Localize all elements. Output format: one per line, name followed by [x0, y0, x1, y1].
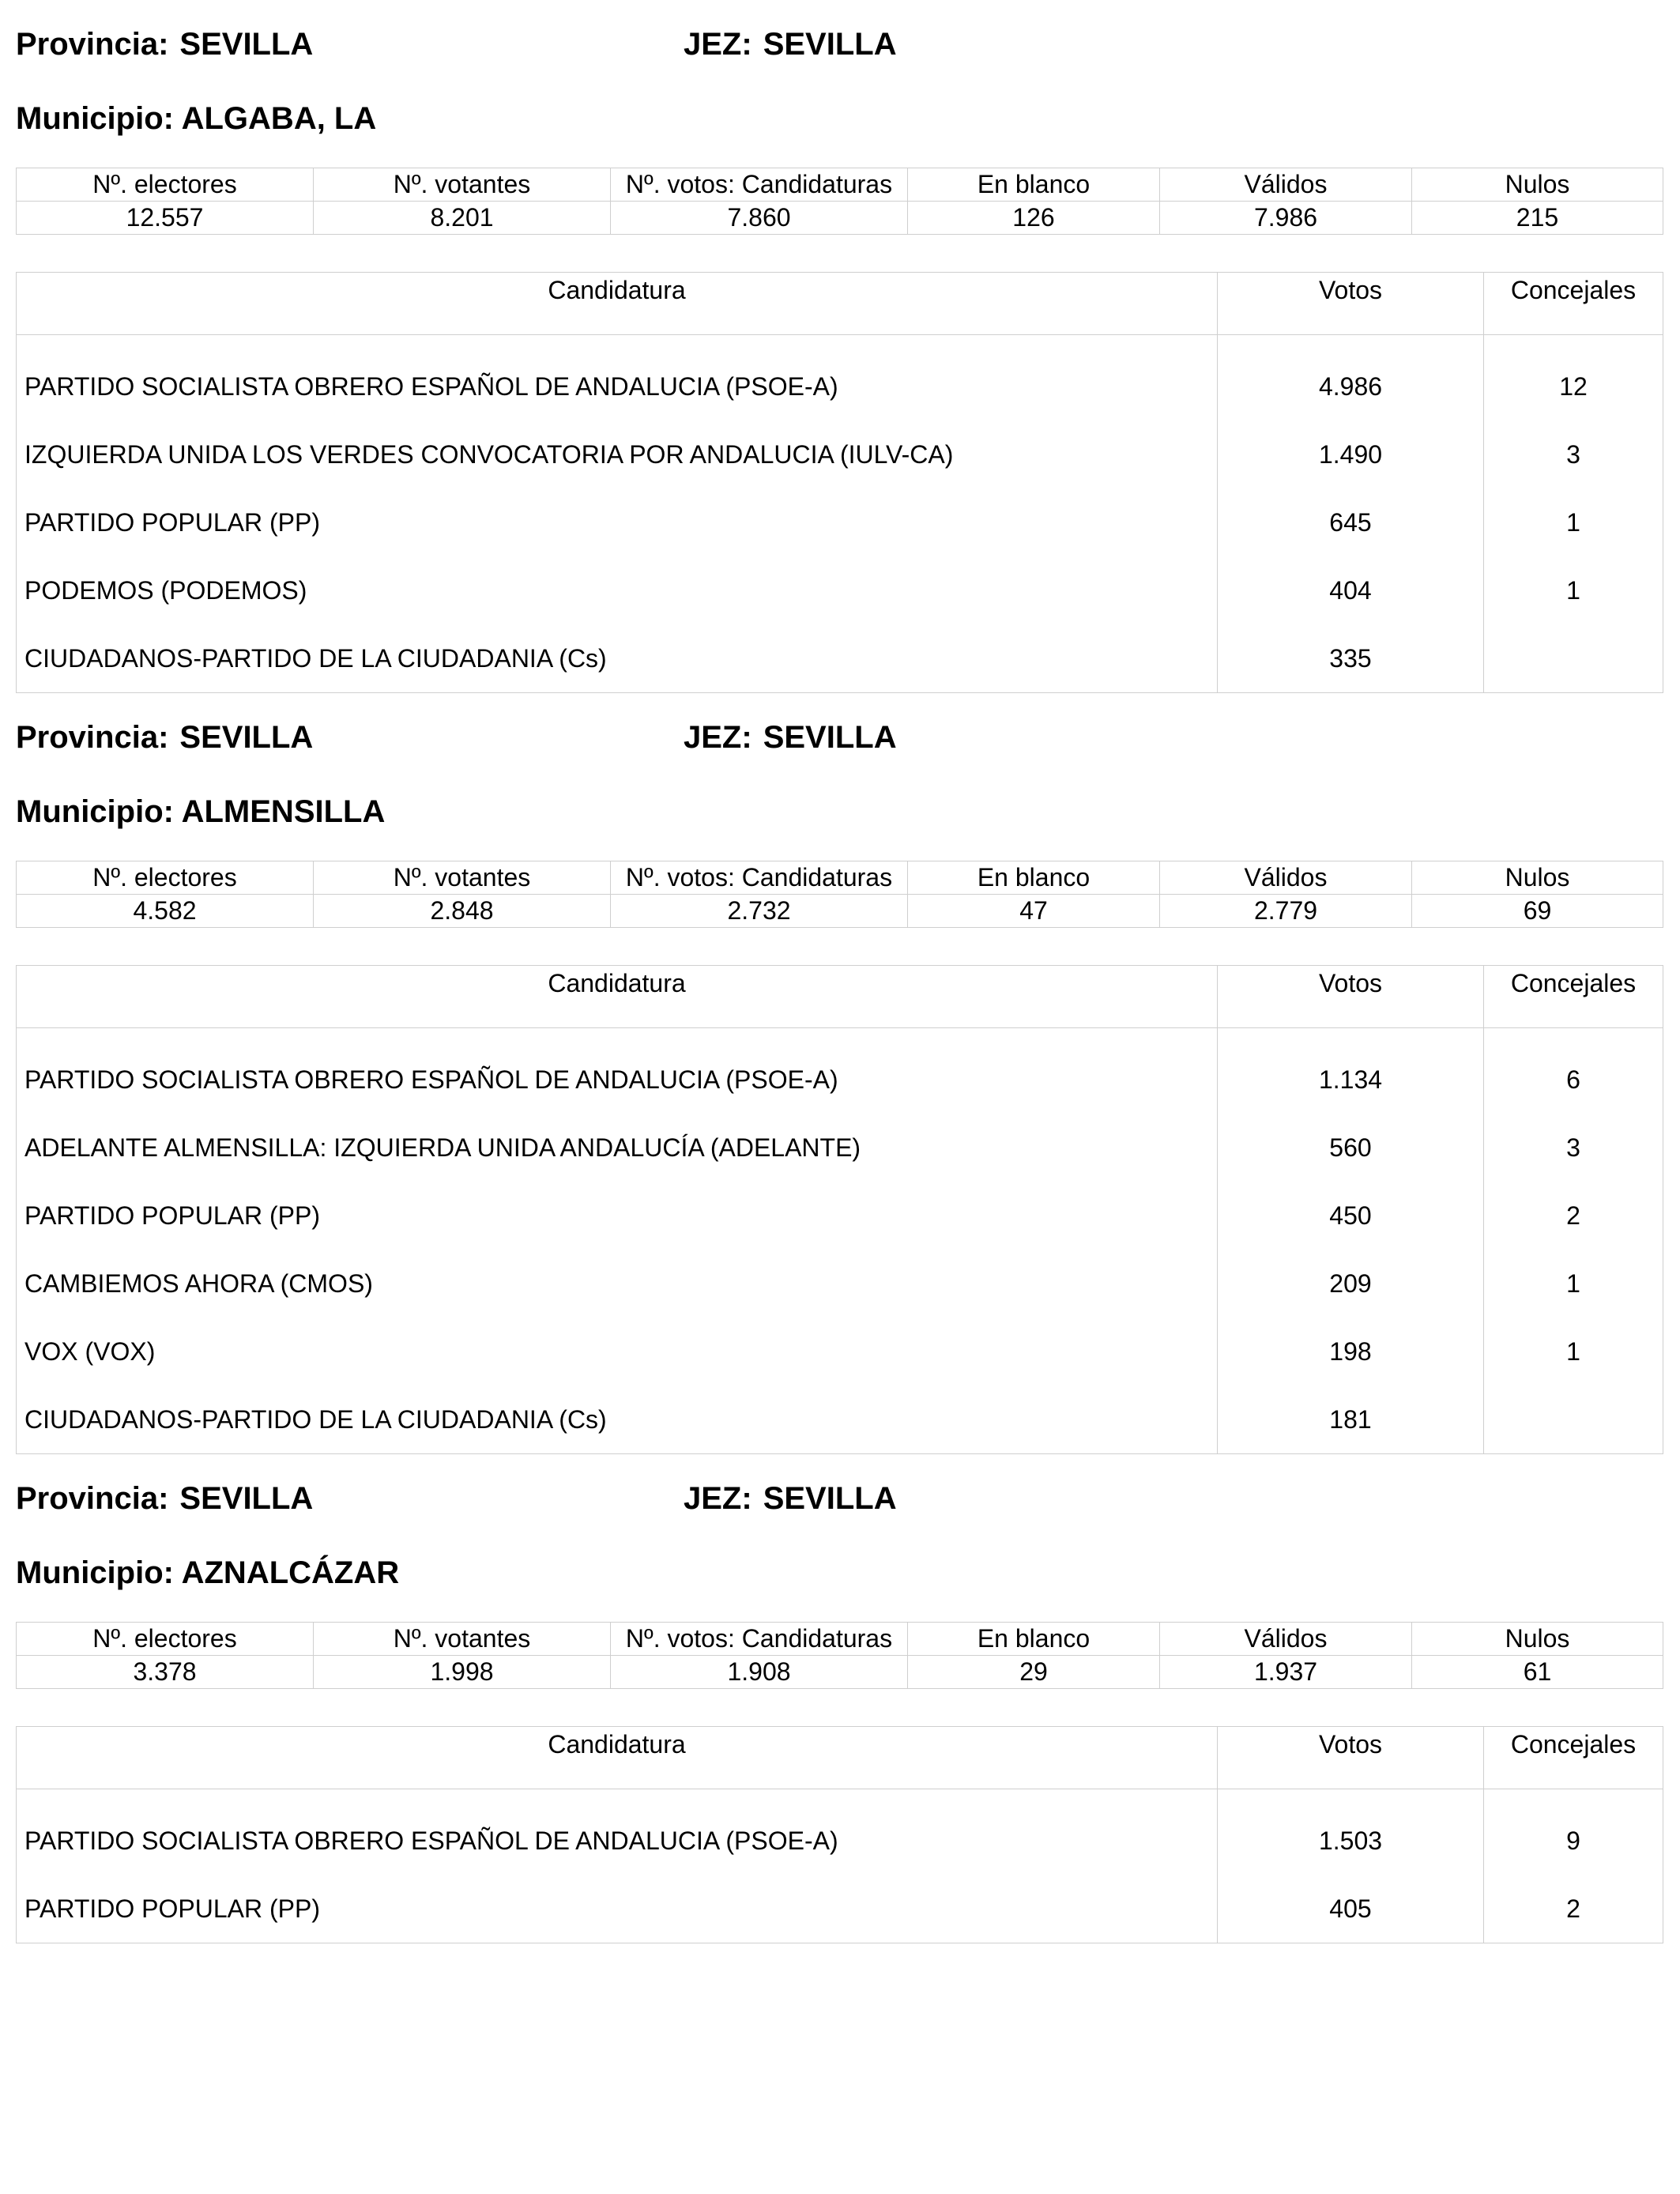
candidate-concejales: 2: [1566, 1894, 1580, 1923]
stats-header-cell: Nº. votantes: [314, 861, 611, 895]
summary-stats-table: [16, 861, 1663, 928]
candidates-body-row: [17, 1028, 1663, 1454]
provincia-heading: [16, 27, 313, 62]
municipio-heading: [16, 101, 376, 136]
candidate-concejales: 2: [1566, 1201, 1580, 1230]
jez-value: SEVILLA: [763, 720, 897, 755]
candidates-table: [16, 1726, 1663, 1943]
stats-value-cell: 2.732: [611, 895, 908, 928]
jez-label: JEZ:: [684, 27, 752, 62]
votos-column: [1218, 1789, 1484, 1943]
candidate-name: VOX (VOX): [24, 1337, 156, 1366]
candidate-name: PARTIDO POPULAR (PP): [24, 1201, 320, 1230]
stats-value-cell: 12.557: [17, 202, 314, 235]
candidate-concejales: 1: [1566, 576, 1580, 605]
candidate-name: PARTIDO SOCIALISTA OBRERO ESPAÑOL DE ANDALUCIA (PSOE-A): [24, 1065, 838, 1094]
candidatura-header: Candidatura: [17, 273, 1218, 335]
stats-value-cell: 7.860: [611, 202, 908, 235]
stats-header-cell: Nº. votos: Candidaturas: [611, 1623, 908, 1656]
stats-header-cell: Válidos: [1160, 168, 1412, 202]
candidate-name-column: [17, 1789, 1218, 1943]
stats-header-cell: En blanco: [908, 168, 1160, 202]
candidate-concejales: 12: [1559, 372, 1588, 401]
stats-value-cell: 7.986: [1160, 202, 1412, 235]
stats-header-row: [17, 861, 1663, 895]
stats-value-cell: 215: [1412, 202, 1663, 235]
candidate-votos: 4.986: [1318, 372, 1383, 401]
candidate-name: CAMBIEMOS AHORA (CMOS): [24, 1269, 373, 1298]
provincia-heading: [16, 720, 313, 755]
concejales-column: [1484, 1789, 1663, 1943]
municipio-heading: [16, 1555, 399, 1590]
candidatura-header: Candidatura: [17, 1727, 1218, 1789]
candidate-concejales: [1484, 1385, 1663, 1453]
candidate-name: PARTIDO SOCIALISTA OBRERO ESPAÑOL DE ANDALUCIA (PSOE-A): [24, 1826, 838, 1855]
stats-value-cell: 3.378: [17, 1656, 314, 1689]
stats-header-cell: Nulos: [1412, 1623, 1663, 1656]
stats-header-cell: En blanco: [908, 861, 1160, 895]
concejales-column: [1484, 1028, 1663, 1454]
jez-heading: [684, 27, 897, 62]
stats-header-cell: Nulos: [1412, 861, 1663, 895]
municipio-value: ALGABA, LA: [181, 101, 377, 136]
candidate-concejales: 1: [1566, 1269, 1580, 1298]
jez-label: JEZ:: [684, 720, 752, 755]
candidate-name: CIUDADANOS-PARTIDO DE LA CIUDADANIA (Cs): [24, 644, 607, 673]
votos-header: Votos: [1218, 1727, 1484, 1789]
votos-header: Votos: [1218, 273, 1484, 335]
stats-header-cell: Nº. electores: [17, 1623, 314, 1656]
candidates-table: [16, 965, 1663, 1454]
stats-header-cell: Nulos: [1412, 168, 1663, 202]
candidate-votos: 1.490: [1318, 440, 1383, 469]
candidates-header-row: [17, 273, 1663, 335]
candidate-votos: 645: [1329, 508, 1372, 537]
candidate-concejales: 1: [1566, 1337, 1580, 1366]
municipio-value: AZNALCÁZAR: [181, 1555, 400, 1590]
candidate-votos: 335: [1329, 644, 1372, 673]
municipio-label: Municipio:: [16, 794, 174, 829]
candidate-name: PARTIDO POPULAR (PP): [24, 508, 320, 537]
candidates-body-row: [17, 1789, 1663, 1943]
concejales-header: Concejales: [1484, 273, 1663, 335]
concejales-header: Concejales: [1484, 966, 1663, 1028]
stats-value-cell: 69: [1412, 895, 1663, 928]
stats-value-cell: 29: [908, 1656, 1160, 1689]
jez-label: JEZ:: [684, 1481, 752, 1516]
candidate-concejales: [1484, 624, 1663, 692]
stats-header-cell: En blanco: [908, 1623, 1160, 1656]
stats-value-cell: 4.582: [17, 895, 314, 928]
summary-stats-table: [16, 168, 1663, 235]
candidate-votos: 1.134: [1318, 1065, 1383, 1094]
stats-value-row: [17, 1656, 1663, 1689]
stats-header-cell: Nº. electores: [17, 861, 314, 895]
provincia-label: Provincia:: [16, 27, 169, 62]
stats-header-cell: Nº. votantes: [314, 168, 611, 202]
jez-value: SEVILLA: [763, 27, 897, 62]
municipio-heading: [16, 794, 385, 829]
stats-header-row: [17, 1623, 1663, 1656]
provincia-label: Provincia:: [16, 1481, 169, 1516]
candidate-name-column: [17, 335, 1218, 693]
candidate-votos: 209: [1329, 1269, 1372, 1298]
provincia-value: SEVILLA: [179, 27, 314, 62]
candidate-votos: 404: [1329, 576, 1372, 605]
candidate-votos: 405: [1329, 1894, 1372, 1923]
candidate-concejales: 6: [1566, 1065, 1580, 1094]
candidate-votos: 450: [1329, 1201, 1372, 1230]
stats-value-cell: 1.998: [314, 1656, 611, 1689]
stats-value-cell: 2.848: [314, 895, 611, 928]
candidates-body-row: [17, 335, 1663, 693]
jez-heading: [684, 1481, 897, 1516]
stats-header-cell: Nº. votos: Candidaturas: [611, 861, 908, 895]
candidate-votos: 181: [1329, 1405, 1372, 1434]
candidate-concejales: 3: [1566, 440, 1580, 469]
summary-stats-table: [16, 1622, 1663, 1689]
stats-header-row: [17, 168, 1663, 202]
concejales-header: Concejales: [1484, 1727, 1663, 1789]
provincia-heading: [16, 1481, 313, 1516]
candidates-header-row: [17, 1727, 1663, 1789]
candidatura-header: Candidatura: [17, 966, 1218, 1028]
candidate-votos: 198: [1329, 1337, 1372, 1366]
provincia-value: SEVILLA: [179, 1481, 314, 1516]
stats-value-row: [17, 202, 1663, 235]
stats-header-cell: Nº. votantes: [314, 1623, 611, 1656]
stats-value-cell: 8.201: [314, 202, 611, 235]
stats-value-cell: 47: [908, 895, 1160, 928]
jez-heading: [684, 720, 897, 755]
candidate-votos: 1.503: [1318, 1826, 1383, 1855]
candidates-table: [16, 272, 1663, 693]
candidate-name: ADELANTE ALMENSILLA: IZQUIERDA UNIDA ANDALUCÍA (ADELANTE): [24, 1133, 861, 1162]
stats-value-row: [17, 895, 1663, 928]
stats-header-cell: Válidos: [1160, 861, 1412, 895]
provincia-value: SEVILLA: [179, 720, 314, 755]
jez-value: SEVILLA: [763, 1481, 897, 1516]
candidate-name: CIUDADANOS-PARTIDO DE LA CIUDADANIA (Cs): [24, 1405, 607, 1434]
votos-column: [1218, 1028, 1484, 1454]
stats-header-cell: Nº. votos: Candidaturas: [611, 168, 908, 202]
candidate-concejales: 3: [1566, 1133, 1580, 1162]
candidate-concejales: 1: [1566, 508, 1580, 537]
provincia-label: Provincia:: [16, 720, 169, 755]
candidate-votos: 560: [1329, 1133, 1372, 1162]
votos-column: [1218, 335, 1484, 693]
candidate-name: PARTIDO POPULAR (PP): [24, 1894, 320, 1923]
municipio-value: ALMENSILLA: [181, 794, 386, 829]
stats-value-cell: 61: [1412, 1656, 1663, 1689]
candidate-name-column: [17, 1028, 1218, 1454]
candidate-name: PARTIDO SOCIALISTA OBRERO ESPAÑOL DE ANDALUCIA (PSOE-A): [24, 372, 838, 401]
stats-header-cell: Válidos: [1160, 1623, 1412, 1656]
stats-value-cell: 1.908: [611, 1656, 908, 1689]
candidate-concejales: 9: [1566, 1826, 1580, 1855]
candidate-name: PODEMOS (PODEMOS): [24, 576, 307, 605]
municipio-label: Municipio:: [16, 101, 174, 136]
stats-value-cell: 1.937: [1160, 1656, 1412, 1689]
stats-value-cell: 2.779: [1160, 895, 1412, 928]
stats-value-cell: 126: [908, 202, 1160, 235]
candidate-name: IZQUIERDA UNIDA LOS VERDES CONVOCATORIA POR ANDALUCIA (IULV-CA): [24, 440, 954, 469]
stats-header-cell: Nº. electores: [17, 168, 314, 202]
municipio-label: Municipio:: [16, 1555, 174, 1590]
votos-header: Votos: [1218, 966, 1484, 1028]
candidates-header-row: [17, 966, 1663, 1028]
concejales-column: [1484, 335, 1663, 693]
